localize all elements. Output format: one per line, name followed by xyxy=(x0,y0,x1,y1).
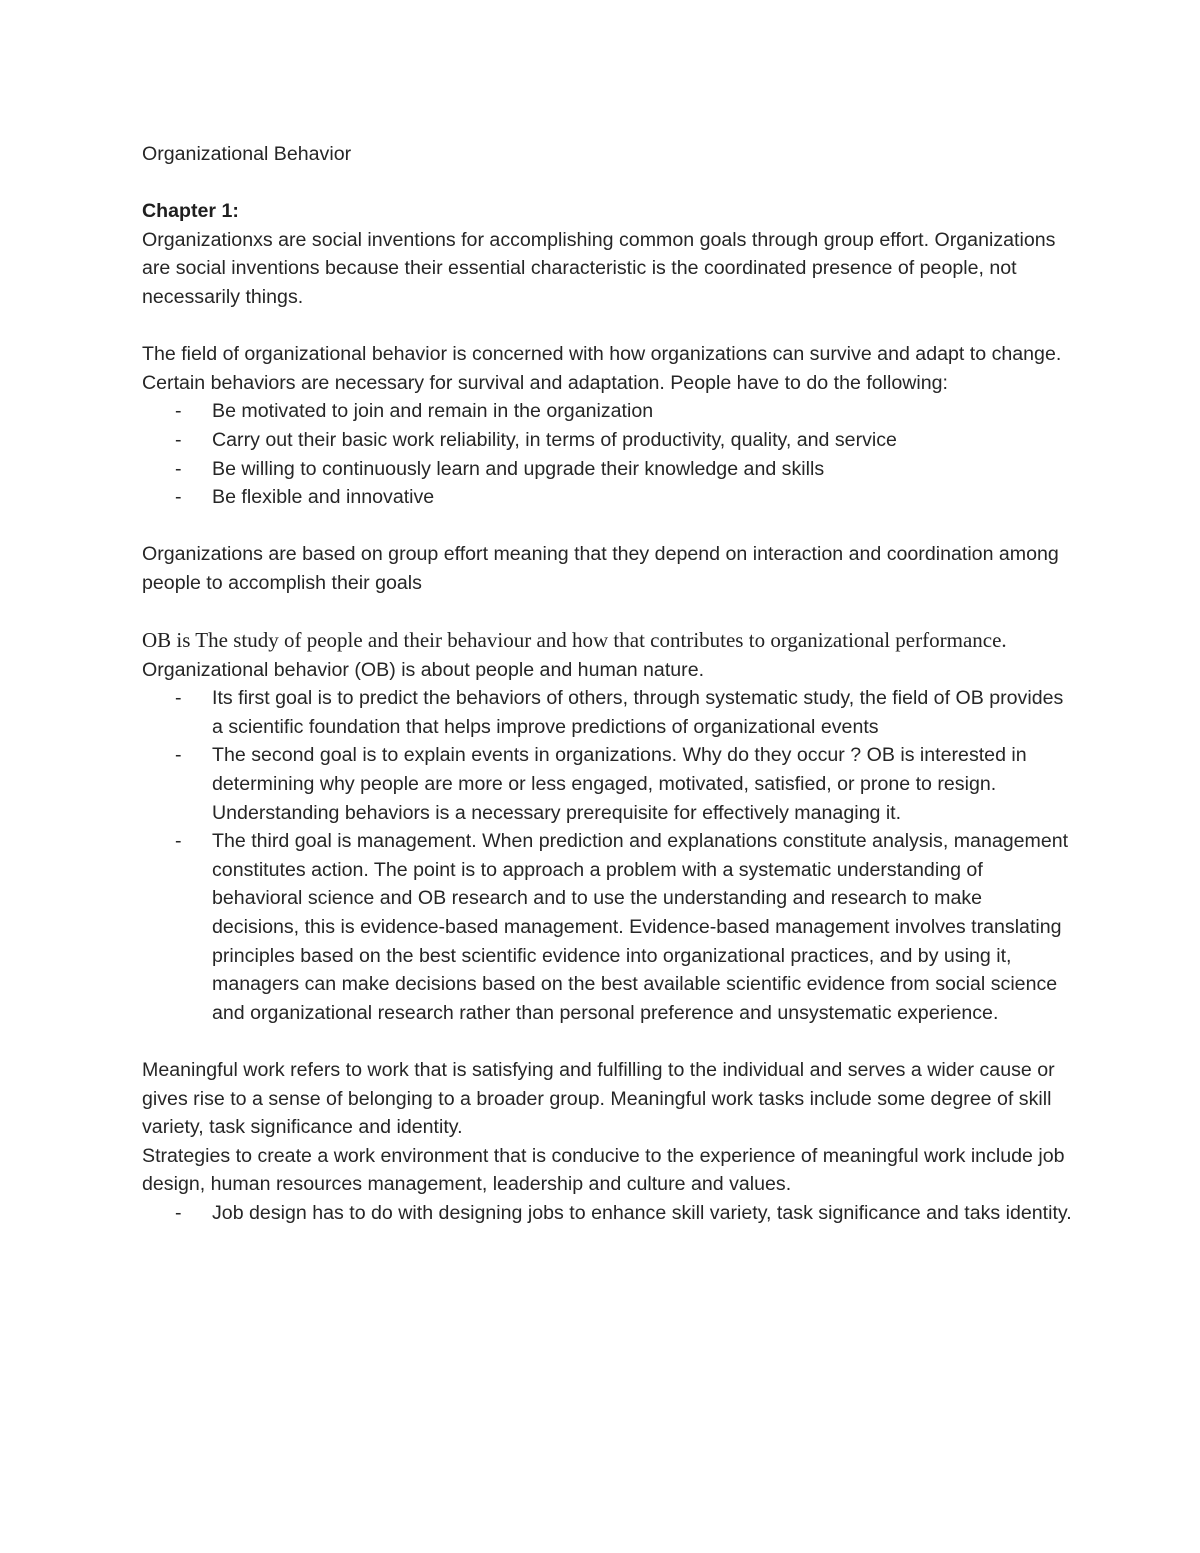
list-item xyxy=(142,483,1072,512)
list-dash: - xyxy=(175,400,182,423)
paragraph-meaningful-work: Meaningful work refers to work that is satisfying and fulfilling to the individual and serves a wider cause or gives rise to a sense of belonging to a broader group. Meaningful work tasks include some degree of skill variety, task significance and identity. xyxy=(142,1058,1055,1139)
list-item-text: Be willing to continuously learn and upgrade their knowledge and skills xyxy=(212,457,825,480)
list-dash: - xyxy=(175,457,182,480)
chapter-heading: Chapter 1: xyxy=(142,200,239,223)
spacer xyxy=(142,1027,1072,1056)
list-item xyxy=(142,741,1072,827)
list-item-text: Job design has to do with designing jobs to enhance skill variety, task significance and taks identity. xyxy=(212,1201,1072,1224)
list-item-text: The third goal is management. When prediction and explanations constitute analysis, management constitutes action. The point is to approach a problem with a systematic understanding of behavioral science and OB research and to use the understanding and research to make decisions, this is evidence-based management. Evidence-based management involves translating principles based on the best scientific evidence into organizational practices, and by using it, managers can make decisions based on the best available scientific evidence from social science and organizational research rather than personal preference and unsystematic experience. xyxy=(212,830,1069,1024)
list-dash: - xyxy=(175,687,182,710)
list-item-text: The second goal is to explain events in organizations. Why do they occur ? OB is interested in determining why people are more or less engaged, motivated, satisfied, or prone to resign. Understanding behaviors is a necessary prerequisite for effectively managing it. xyxy=(212,744,1027,824)
paragraph-ob-study-definition: OB is The study of people and their behaviour and how that contributes to organizational performance. xyxy=(142,628,1007,653)
list-item xyxy=(142,827,1072,1027)
paragraph-ob-human-nature: Organizational behavior (OB) is about people and human nature. xyxy=(142,658,705,681)
paragraph-strategies: Strategies to create a work environment that is conducive to the experience of meaningful work include job design, human resources management, leadership and culture and values. xyxy=(142,1144,1065,1196)
list-dash: - xyxy=(175,744,182,767)
list-dash: - xyxy=(175,428,182,451)
paragraph-field-of-ob: The field of organizational behavior is concerned with how organizations can survive and adapt to change. Certain behaviors are necessary for survival and adaptation. People have to do the following: xyxy=(142,343,1062,394)
list-item-text: Be flexible and innovative xyxy=(212,486,435,509)
list-item-text: Its first goal is to predict the behaviors of others, through systematic study, the field of OB provides a scientific foundation that helps improve predictions of organizational events xyxy=(212,687,1064,738)
list-item xyxy=(142,1199,1072,1228)
list-item-text: Carry out their basic work reliability, in terms of productivity, quality, and service xyxy=(212,428,897,451)
list-dash: - xyxy=(175,830,182,853)
required-behaviors-list xyxy=(142,397,1072,511)
list-item-text: Be motivated to join and remain in the organization xyxy=(212,400,654,423)
document-title: Organizational Behavior xyxy=(142,143,352,165)
spacer xyxy=(142,598,1072,627)
spacer xyxy=(142,169,1072,198)
spacer xyxy=(142,312,1072,341)
spacer xyxy=(142,512,1072,541)
list-item xyxy=(142,426,1072,455)
list-item xyxy=(142,397,1072,426)
list-item xyxy=(142,684,1072,741)
list-dash: - xyxy=(175,486,182,509)
list-item xyxy=(142,455,1072,484)
list-dash: - xyxy=(175,1201,182,1224)
paragraph-organizations-definition: Organizationxs are social inventions for accomplishing common goals through group effort. Organizations are social inventions because their essential characteristic is the coordinated presence of people, not necessarily things. xyxy=(142,228,1056,308)
ob-goals-list xyxy=(142,684,1072,1027)
strategies-list xyxy=(142,1199,1072,1228)
paragraph-group-effort: Organizations are based on group effort meaning that they depend on interaction and coordination among people to accomplish their goals xyxy=(142,543,1059,594)
document-body xyxy=(142,140,1072,1227)
